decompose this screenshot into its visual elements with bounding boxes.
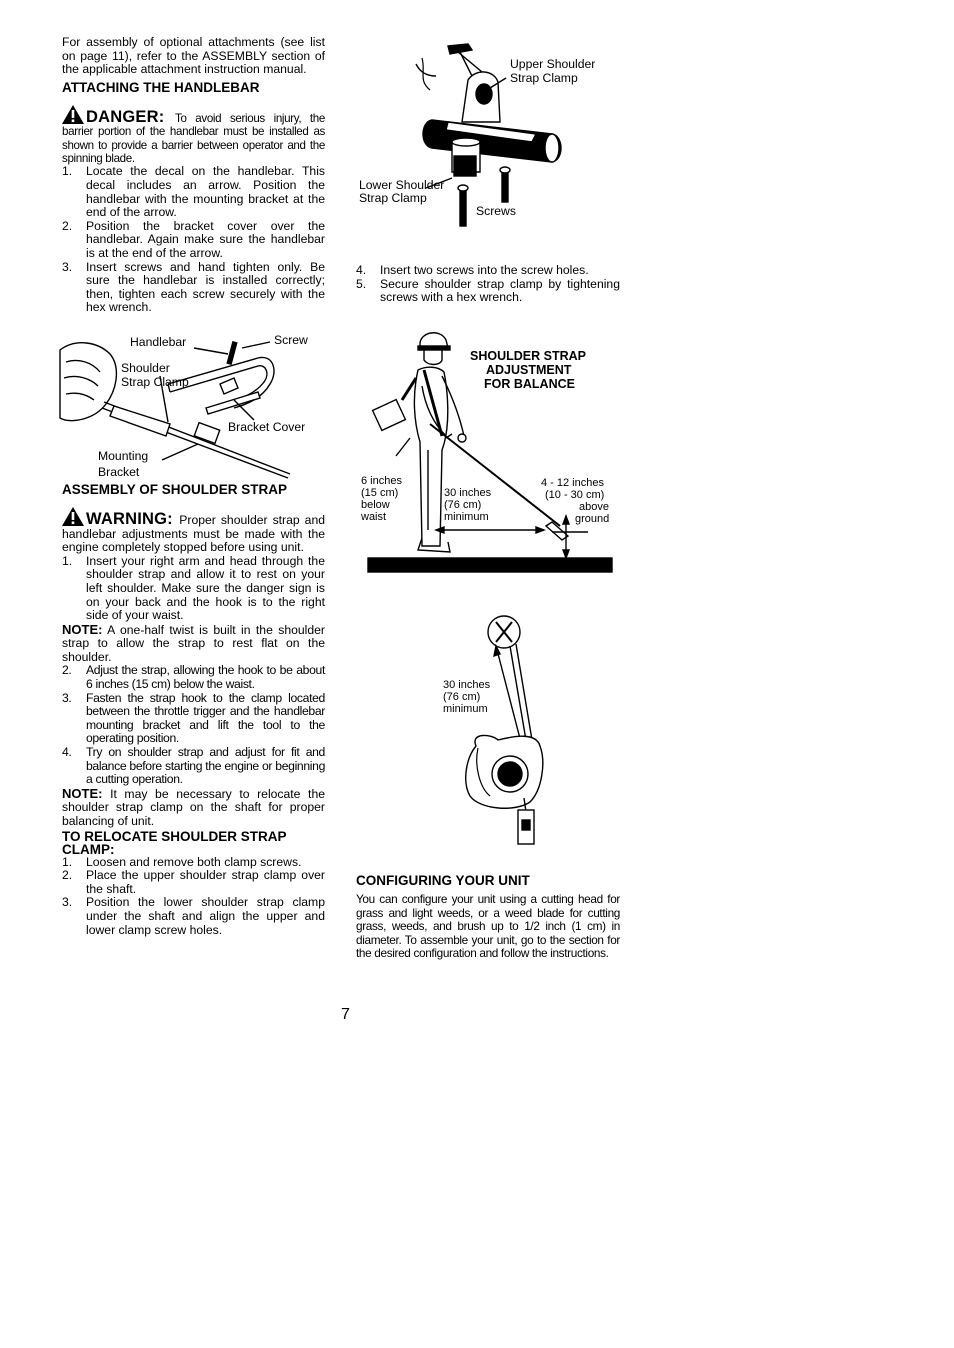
minimum-label-1: 30 inches: [444, 487, 492, 499]
configuring-heading: CONFIGURING YOUR UNIT: [356, 873, 530, 888]
upper-clamp-label-2: Strap Clamp: [510, 71, 578, 85]
mounting-bracket-label-1: Mounting: [98, 449, 149, 463]
strap-steps-b: [62, 664, 325, 786]
lower-clamp-label-2: Strap Clamp: [359, 191, 427, 205]
top-minimum-label-2: (76 cm): [443, 691, 481, 703]
list-item: 2. Adjust the strap, allowing the hook to be about 6 inches (15 cm) below the waist.: [62, 663, 325, 692]
intro-paragraph: For assembly of optional attachments (see list on page 11), refer to the ASSEMBLY section of the applicable attachment instruction manual.: [62, 35, 325, 77]
note-paragraph: [62, 623, 325, 665]
handlebar-label: Handlebar: [130, 335, 187, 349]
list-item: 1. Loosen and remove both clamp screws.: [62, 854, 302, 869]
lower-clamp-label-1: Lower Shoulder: [359, 178, 445, 192]
danger-text: To avoid serious injury, the barrier portion of the handlebar must be installed as shown to provide a barrier between operator and the spinning blade.: [62, 111, 325, 165]
shoulder-clamp-label-1: Shoulder: [121, 361, 170, 375]
shoulder-strap-heading: ASSEMBLY OF SHOULDER STRAP: [62, 481, 288, 497]
left-column: [62, 36, 325, 937]
list-item: 4. Insert two screws into the screw holes.: [356, 263, 589, 277]
list-item: 4. Try on shoulder strap and adjust for fit and balance before starting the engine or beginning a cutting operation.: [62, 745, 325, 787]
waist-label-1: 6 inches: [361, 475, 402, 487]
mounting-bracket-label-2: Bracket: [98, 465, 140, 479]
ground-label-4: ground: [575, 513, 610, 525]
page-number: 7: [341, 1006, 350, 1023]
relocate-steps: [62, 856, 325, 938]
list-item: 1. Insert your right arm and head through the shoulder strap and allow it to rest on your left shoulder. Make sure the danger sign is on your back and the hook is to the right side of your waist.: [62, 553, 325, 623]
list-item: 2. Place the upper shoulder strap clamp over the shaft.: [62, 868, 325, 896]
note-paragraph: [62, 787, 325, 829]
relocate-clamp-heading: TO RELOCATE SHOULDER STRAP CLAMP:: [62, 828, 287, 857]
clamp-figure: [356, 38, 618, 234]
top-view-figure: [440, 612, 552, 852]
configuring-paragraph: You can configure your unit using a cutting head for grass and light weeds, or a weed blade for cutting grass, weeds, and brush up to 1/2 inch (1 cm) in diameter. To assemble your unit, go to the section for the desired configuration and follow the instructions.: [356, 892, 620, 961]
ground-label-1: 4 - 12 inches: [541, 477, 604, 489]
configuring-section: [356, 874, 620, 961]
ground-label-2: (10 - 30 cm): [545, 489, 605, 501]
list-item: 3. Insert screws and hand tighten only. Be sure the handlebar is installed correctly; then, tighten each screw securely with the hex wrench.: [62, 259, 325, 315]
warning-label: WARNING:: [62, 510, 179, 528]
note-text: A one-half twist is built in the shoulder strap to allow the strap to rest flat on the shoulder.: [62, 622, 325, 664]
danger-paragraph: [62, 105, 325, 166]
attaching-handlebar-heading: ATTACHING THE HANDLEBAR: [62, 79, 260, 95]
waist-label-3: below: [361, 499, 390, 511]
note-label: NOTE:: [62, 621, 103, 637]
list-item: 5. Secure shoulder strap clamp by tightening screws with a hex wrench.: [356, 276, 620, 305]
balance-figure: [356, 326, 618, 574]
bracket-cover-label: Bracket Cover: [228, 420, 306, 434]
clamp-steps: [356, 264, 620, 305]
warning-triangle-icon: [62, 507, 84, 526]
ground-label-3: above: [579, 501, 609, 513]
handlebar-figure: [58, 332, 328, 484]
balance-title-3: FOR BALANCE: [484, 377, 575, 391]
list-item: 1. Locate the decal on the handlebar. This decal includes an arrow. Position the handlebar with the mounting bracket at the end of the arrow.: [62, 164, 325, 220]
list-item: 3. Fasten the strap hook to the clamp located between the throttle trigger and the handlebar mounting bracket and lift the tool to the operating position.: [62, 690, 325, 746]
waist-label-4: waist: [361, 511, 387, 523]
note-label: NOTE:: [62, 785, 103, 801]
minimum-label-3: minimum: [444, 511, 489, 523]
balance-title-1: SHOULDER STRAP: [470, 349, 586, 363]
list-item: 3. Position the lower shoulder strap clamp under the shaft and align the upper and lower clamp screw holes.: [62, 895, 325, 937]
balance-title-2: ADJUSTMENT: [486, 363, 572, 377]
handlebar-steps: [62, 165, 325, 315]
strap-steps-a: [62, 555, 325, 623]
upper-clamp-label-1: Upper Shoulder: [510, 57, 596, 71]
warning-paragraph: [62, 507, 325, 555]
note-text: It may be necessary to relocate the shoulder strap clamp on the shaft for proper balancing of unit.: [62, 786, 326, 828]
top-minimum-label-3: minimum: [443, 703, 488, 715]
top-minimum-label-1: 30 inches: [443, 679, 491, 691]
shoulder-clamp-label-2: Strap Clamp: [121, 375, 189, 389]
waist-label-2: (15 cm): [361, 487, 399, 499]
list-item: 2. Position the bracket cover over the handlebar. Again make sure the handlebar is at the end of the arrow.: [62, 218, 325, 260]
warning-text: Proper shoulder strap and handlebar adjustments must be made with the engine completely stopped before using unit.: [62, 512, 325, 555]
warning-triangle-icon: [62, 105, 84, 124]
minimum-label-2: (76 cm): [444, 499, 482, 511]
right-column: [356, 264, 620, 305]
screws-label: Screws: [476, 204, 516, 218]
screw-label: Screw: [274, 333, 308, 347]
danger-label: DANGER:: [62, 108, 175, 126]
top-view-illustration: [440, 612, 552, 852]
